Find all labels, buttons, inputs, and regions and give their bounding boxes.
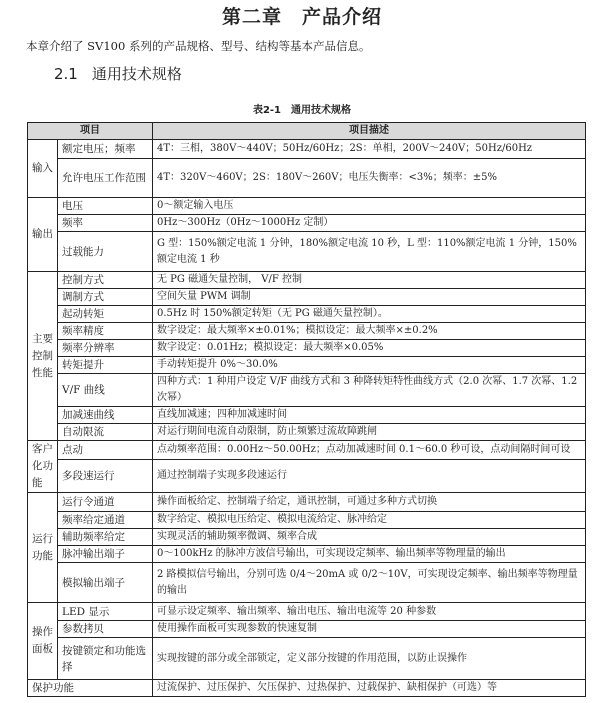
row-desc: 点动频率范围：0.00Hz～50.00Hz；点动加减速时间 0.1～60.0 秒可设，点动间隔时间可设 bbox=[153, 441, 586, 460]
row-desc: 4T：三相，380V～440V；50Hz/60Hz；2S：单相，200V～240V；50Hz/60Hz bbox=[153, 140, 586, 159]
row-desc: 0～100kHz 的脉冲方波信号输出，可实现设定频率、输出频率等物理量的输出 bbox=[153, 546, 586, 563]
row-item: 允许电压工作范围 bbox=[58, 159, 153, 198]
row-desc: 使用操作面板可实现参数的快速复制 bbox=[153, 621, 586, 638]
row-item: 加减速曲线 bbox=[58, 407, 153, 424]
table-row bbox=[28, 374, 586, 407]
row-desc: 2 路模拟信号输出，分别可选 0/4～20mA 或 0/2～10V，可实现设定频率、输出频率等物理量的输出 bbox=[153, 563, 586, 603]
table-row bbox=[28, 603, 586, 621]
row-item: 脉冲输出端子 bbox=[58, 546, 153, 563]
row-desc: 实现按键的部分或全部锁定，定义部分按键的作用范围，以防止误操作 bbox=[153, 638, 586, 680]
row-item: 电压 bbox=[58, 198, 153, 215]
table-row bbox=[28, 680, 586, 697]
row-item: 运行令通道 bbox=[58, 493, 153, 512]
group-control: 主要控制性能 bbox=[28, 272, 58, 441]
table-header-row bbox=[28, 123, 586, 140]
row-item: 过载能力 bbox=[58, 232, 153, 272]
table-row bbox=[28, 493, 586, 512]
table-row bbox=[28, 306, 586, 323]
row-item: 按键锁定和功能选择 bbox=[58, 638, 153, 680]
table-row bbox=[28, 546, 586, 563]
section-title: 通用技术规格 bbox=[91, 65, 182, 83]
group-run: 运行功能 bbox=[28, 493, 58, 603]
row-desc: 通过控制端子实现多段速运行 bbox=[153, 459, 586, 492]
row-desc: 空间矢量 PWM 调制 bbox=[153, 289, 586, 306]
row-desc: 数字设定：最大频率×±0.01%；模拟设定：最大频率×±0.2% bbox=[153, 323, 586, 340]
row-item: 调制方式 bbox=[58, 289, 153, 306]
table-row bbox=[28, 407, 586, 424]
row-item: 自动限流 bbox=[58, 424, 153, 441]
table-row bbox=[28, 215, 586, 232]
row-item: 多段速运行 bbox=[58, 459, 153, 492]
row-desc: 0Hz～300Hz（0Hz～1000Hz 定制） bbox=[153, 215, 586, 232]
table-row bbox=[28, 638, 586, 680]
row-desc: 操作面板给定、控制端子给定，通讯控制，可通过多种方式切换 bbox=[153, 493, 586, 512]
table-caption-number: 表2-1 bbox=[252, 105, 282, 116]
row-item: 控制方式 bbox=[58, 272, 153, 289]
header-description: 项目描述 bbox=[153, 123, 586, 140]
table-row bbox=[28, 323, 586, 340]
row-item: 转矩提升 bbox=[58, 357, 153, 374]
row-desc: 0～额定输入电压 bbox=[153, 198, 586, 215]
chapter-title: 第二章 产品介绍 bbox=[221, 6, 382, 28]
group-output: 输出 bbox=[28, 198, 58, 272]
section-number: 2.1 bbox=[54, 65, 78, 83]
table-row bbox=[28, 272, 586, 289]
table-row bbox=[28, 340, 586, 357]
row-item: 辅助频率给定 bbox=[58, 529, 153, 546]
header-item: 项目 bbox=[28, 123, 153, 140]
row-desc: G 型：150%额定电流 1 分钟，180%额定电流 10 秒，L 型：110%额定电流 1 分钟，150%额定电流 1 秒 bbox=[153, 232, 586, 272]
row-item: 保护功能 bbox=[28, 680, 153, 697]
table-caption bbox=[0, 101, 604, 116]
row-item: 频率 bbox=[58, 215, 153, 232]
row-desc: 四种方式：1 种用户设定 V/F 曲线方式和 3 种降转矩特性曲线方式（2.0 次幂、1.7 次幂、1.2 次幂） bbox=[153, 374, 586, 407]
table-row bbox=[28, 424, 586, 441]
table-row bbox=[28, 289, 586, 306]
row-item: 起动转矩 bbox=[58, 306, 153, 323]
row-item: 频率给定通道 bbox=[58, 512, 153, 529]
spec-table bbox=[27, 122, 586, 697]
table-row bbox=[28, 198, 586, 215]
row-item: LED 显示 bbox=[58, 603, 153, 621]
table-row bbox=[28, 563, 586, 603]
row-item: 频率分辨率 bbox=[58, 340, 153, 357]
table-row bbox=[28, 357, 586, 374]
group-custom: 客户化功能 bbox=[28, 441, 58, 493]
table-row bbox=[28, 529, 586, 546]
chapter-intro: 本章介绍了 SV100 系列的产品规格、型号、结构等基本产品信息。 bbox=[26, 39, 371, 53]
row-item: 模拟输出端子 bbox=[58, 563, 153, 603]
table-row bbox=[28, 232, 586, 272]
row-desc: 4T：320V～460V；2S：180V～260V；电压失衡率：<3%；频率：±5% bbox=[153, 159, 586, 198]
row-item: V/F 曲线 bbox=[58, 374, 153, 407]
row-desc: 可显示设定频率、输出频率、输出电压、输出电流等 20 种参数 bbox=[153, 603, 586, 621]
row-desc: 无 PG 磁通矢量控制， V/F 控制 bbox=[153, 272, 586, 289]
row-item: 点动 bbox=[58, 441, 153, 460]
row-desc: 0.5Hz 时 150%额定转矩（无 PG 磁通矢量控制）。 bbox=[153, 306, 586, 323]
table-row bbox=[28, 159, 586, 198]
row-desc: 数字给定、模拟电压给定、模拟电流给定、脉冲给定 bbox=[153, 512, 586, 529]
row-desc: 对运行期间电流自动限制，防止频繁过流故障跳闸 bbox=[153, 424, 586, 441]
table-row bbox=[28, 621, 586, 638]
row-desc: 直线加减速；四种加减速时间 bbox=[153, 407, 586, 424]
group-input: 输入 bbox=[28, 140, 58, 198]
table-row bbox=[28, 512, 586, 529]
table-row bbox=[28, 441, 586, 460]
row-item: 频率精度 bbox=[58, 323, 153, 340]
row-item: 参数拷贝 bbox=[58, 621, 153, 638]
table-row bbox=[28, 140, 586, 159]
row-desc: 手动转矩提升 0%～30.0% bbox=[153, 357, 586, 374]
section-heading bbox=[54, 63, 182, 84]
row-desc: 实现灵活的辅助频率微调、频率合成 bbox=[153, 529, 586, 546]
group-panel: 操作面板 bbox=[28, 603, 58, 680]
table-caption-title: 通用技术规格 bbox=[291, 105, 352, 116]
row-desc: 数字设定：0.01Hz；模拟设定：最大频率×0.05% bbox=[153, 340, 586, 357]
row-item: 额定电压；频率 bbox=[58, 140, 153, 159]
row-desc: 过流保护、过压保护、欠压保护、过热保护、过载保护、缺相保护（可选）等 bbox=[153, 680, 586, 697]
table-row bbox=[28, 459, 586, 492]
